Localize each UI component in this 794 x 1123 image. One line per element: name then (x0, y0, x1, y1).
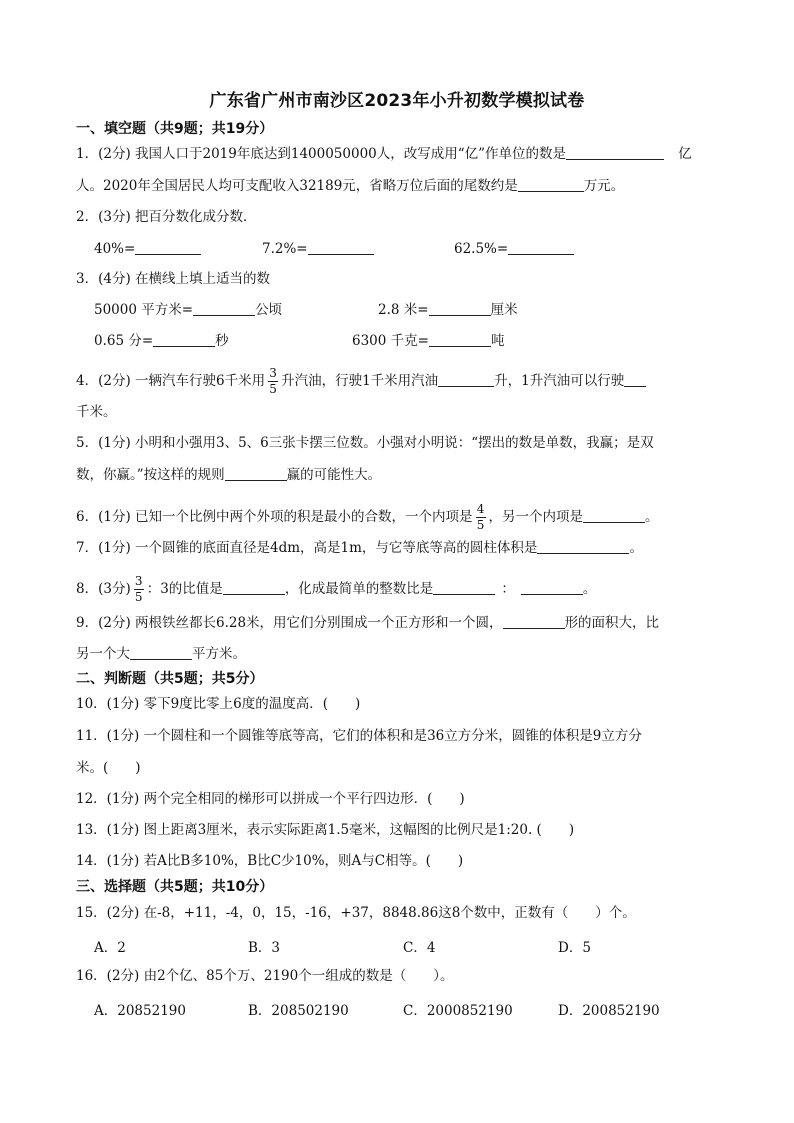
question-5-line-2: 数，你赢。”按这样的规则 赢的可能性大。 (76, 467, 382, 483)
section-heading-true-false: 二、判断题（共5题；共5分） (76, 671, 264, 687)
page-title: 广东省广州市南沙区2023年小升初数学模拟试卷 (209, 91, 585, 111)
item-q2-1: 40%= (94, 240, 201, 258)
fraction: $\frac{3}{5}$ (269, 366, 277, 396)
question-10: 10．(1分) 零下9度比零上6度的温度高．( ) (76, 696, 361, 712)
question-4-line-2: 千米。 (76, 404, 117, 420)
fraction: $\frac{3}{5}$ (134, 574, 143, 604)
section-heading-fill-blank: 一、填空题（共9题；共19分） (76, 121, 274, 137)
answer-blank[interactable] (508, 240, 574, 255)
option-d[interactable]: D．200852190 (558, 1003, 660, 1019)
question-text: 1．(2分) 我国人口于2019年底达到1400050000人，改写成用“亿”作单位的数是 (76, 146, 567, 162)
option-b[interactable]: B．3 (248, 940, 281, 956)
question-11-line-2: 米。( ) (76, 760, 141, 776)
answer-blank[interactable] (135, 240, 201, 255)
question-9-line-1: 9．(2分) 两根铁丝都长6.28米，用它们分别围成一个正方形和一个圆， 形的面积大，比 (76, 615, 660, 631)
item-q2-2: 7.2%= (262, 240, 374, 258)
option-c[interactable]: C．2000852190 (403, 1003, 513, 1019)
answer-blank[interactable] (583, 508, 645, 523)
answer-blank[interactable] (438, 372, 494, 387)
option-c[interactable]: C．4 (403, 940, 436, 956)
answer-blank[interactable] (521, 580, 583, 595)
question-3-stem: 3．(4分) 在横线上填上适当的数 (76, 271, 271, 287)
question-9-line-2: 另一个大 平方米。 (76, 646, 246, 662)
question-12: 12．(1分) 两个完全相同的梯形可以拼成一个平行四边形．( ) (76, 791, 465, 807)
question-4-line-1: 4．(2分) 一辆汽车行驶6千米用 $\frac{3}{5}$ 升汽油，行驶1千米用汽油 升，1升汽油可以行驶 (76, 367, 734, 396)
answer-blank[interactable] (518, 177, 584, 192)
question-16-stem: 16．(2分) 由2个亿、85个万、2190个一组成的数是（ ）。 (76, 968, 454, 984)
answer-blank[interactable] (153, 332, 215, 347)
fraction: $\frac{4}{5}$ (476, 502, 485, 532)
option-a[interactable]: A．2 (94, 940, 126, 956)
answer-blank[interactable] (308, 240, 374, 255)
answer-blank[interactable] (193, 301, 255, 316)
option-a[interactable]: A．20852190 (94, 1003, 186, 1019)
answer-blank[interactable] (225, 466, 287, 481)
question-8: 8．(3分) $\frac{3}{5}$ ：3的比值是 ，化成最简单的整数比是 ： 。 (76, 574, 597, 604)
question-15-stem: 15．(2分) 在-8，+11，-4，0，15，-16，+37，8848.86这8个数中，正数有（ ）个。 (76, 905, 636, 921)
question-7: 7．(1分) 一个圆锥的底面直径是4dm，高是1m，与它等底等高的圆柱体积是 。 (76, 540, 643, 556)
question-5-line-1: 5．(1分) 小明和小强用3、5、6三张卡摆三位数。小强对小明说：“摆出的数是单数，我赢；是双 (76, 435, 654, 451)
question-1-line-2 (76, 177, 734, 195)
option-b[interactable]: B．208502190 (248, 1003, 349, 1019)
answer-blank[interactable] (624, 372, 646, 387)
question-6: 6．(1分) 已知一个比例中两个外项的积是最小的合数，一个内项是 $\frac{4}{5}$ ，另一个内项是 。 (76, 502, 659, 532)
answer-blank[interactable] (433, 580, 495, 595)
answer-blank[interactable] (566, 145, 664, 160)
question-1-line-1 (76, 145, 734, 163)
section-heading-multiple-choice: 三、选择题（共5题；共10分） (76, 879, 274, 895)
item-q3-2: 2.8 米= 厘米 (378, 302, 518, 318)
question-14: 14．(1分) 若A比B多10%，B比C少10%，则A与C相等。( ) (76, 853, 464, 869)
question-text: 亿 (678, 146, 692, 162)
answer-blank[interactable] (429, 301, 491, 316)
question-text: 人。2020年全国居民人均可支配收入32189元，省略万位后面的尾数约是 (76, 178, 518, 194)
answer-blank[interactable] (537, 539, 629, 554)
question-11-line-1: 11．(1分) 一个圆柱和一个圆锥等底等高，它们的体积和是36立方分米，圆锥的体积是9立方分 (76, 728, 642, 744)
answer-blank[interactable] (503, 614, 565, 629)
question-text: 万元。 (583, 178, 625, 194)
option-d[interactable]: D．5 (558, 940, 591, 956)
item-q3-1: 50000 平方米= 公顷 (94, 302, 283, 318)
question-13: 13．(1分) 图上距离3厘米，表示实际距离1.5毫米，这幅图的比例尺是1:20. ( ) (76, 822, 575, 838)
question-2-stem: 2．(3分) 把百分数化成分数． (76, 209, 257, 225)
answer-blank[interactable] (429, 332, 491, 347)
item-q3-4: 6300 千克= 吨 (352, 333, 505, 349)
answer-blank[interactable] (130, 645, 192, 660)
item-q3-3: 0.65 分= 秒 (94, 333, 229, 349)
answer-blank[interactable] (223, 580, 285, 595)
item-q2-3: 62.5%= (454, 240, 574, 258)
